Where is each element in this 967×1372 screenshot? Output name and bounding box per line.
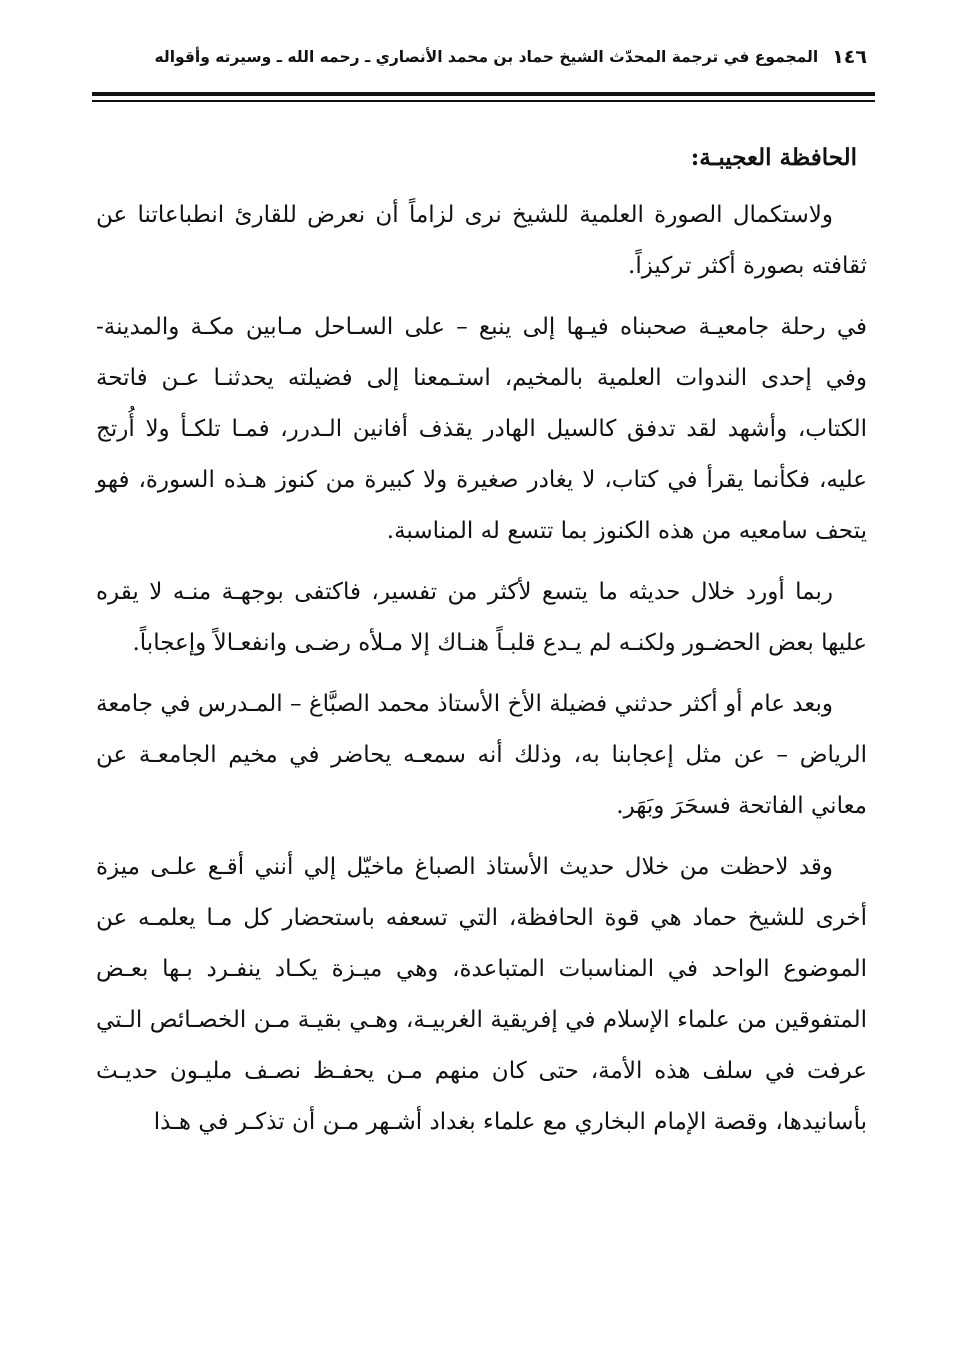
running-header bbox=[90, 40, 867, 74]
page-number: ١٤٦ bbox=[832, 46, 867, 68]
header-rule-thick bbox=[92, 92, 875, 96]
paragraph-sabbagh bbox=[96, 679, 867, 832]
section-heading: الحافظة العجيبـة: bbox=[690, 144, 857, 171]
paragraph-text: في رحلة جامعيـة صحبناه فيـها إلى ينبع – على السـاحل مـابين مكـة والمدينة- وفي إحدى الندوات العلمية بالمخيم، استـمعنا إلى فضيلته يحدثنـا عـن فاتحة الكتاب، وأشهد لقد تدفق كالسيل الهادر يقذف أفانين الـدرر، فمـا تلكـأ ولا أُرتج عليه، فكأنما يقرأ في كتاب، لا يغادر صغيرة ولا كبيرة من كنوز هـذه السورة، فهو يتحف سامعيه من هذه الكنوز بما تتسع له المناسبة. bbox=[96, 314, 867, 544]
paragraph-text: ولاستكمال الصورة العلمية للشيخ نرى لزاماً أن نعرض للقارئ انطباعاتنا عن ثقافته بصورة أكثر تركيزاً. bbox=[96, 202, 867, 279]
paragraph-text: وبعد عام أو أكثر حدثني فضيلة الأخ الأستاذ محمد الصبَّاغ – المـدرس في جامعة الرياض – عن مثل إعجابنا به، وذلك أنه سمعـه يحاضر في مخيم الجامعـة عن معاني الفاتحة فسحَرَ وبَهَر. bbox=[96, 691, 867, 819]
page-body bbox=[96, 136, 867, 1158]
paragraph-interpretation bbox=[96, 567, 867, 669]
paragraph-trip bbox=[96, 302, 867, 557]
paragraph-intro bbox=[96, 190, 867, 292]
paragraph-text: وقد لاحظت من خلال حديث الأستاذ الصباغ ماخيّل إلي أنني أقـع علـى ميزة أخرى للشيخ حماد هي قوة الحافظة، التي تسعفه باستحضار كل مـا يعلمـه عن الموضوع الواحد في المناسبات المتباعدة، وهي ميـزة يكـاد ينفـرد بـها بعـض المتفوقين من علماء الإسلام في إفريقية الغربيـة، وهـي بقيـة مـن الخصـائص الـتي عرفت في سلف هذه الأمة، حتى كان منهم مـن يحفـظ نصـف مليـون حديـث بأسانيدها، وقصة الإمام البخاري مع علماء بغداد أشـهر مـن أن تذكـر في هـذا bbox=[96, 854, 867, 1135]
running-title: المجموع في ترجمة المحدّث الشيخ حماد بن محمد الأنصاري ـ رحمه الله ـ وسيرته وأقواله bbox=[154, 48, 819, 66]
header-rule-thin bbox=[92, 100, 875, 102]
paragraph-text: ربما أورد خلال حديثه ما يتسع لأكثر من تفسير، فاكتفى بوجهـة منـه لا يقره عليها بعض الحضـور ولكنـه لم يـدع قلبـاً هنـاك إلا مـلأه رضـى وانفعـالاً وإعجاباً. bbox=[96, 579, 867, 656]
paragraph-memory bbox=[96, 842, 867, 1148]
